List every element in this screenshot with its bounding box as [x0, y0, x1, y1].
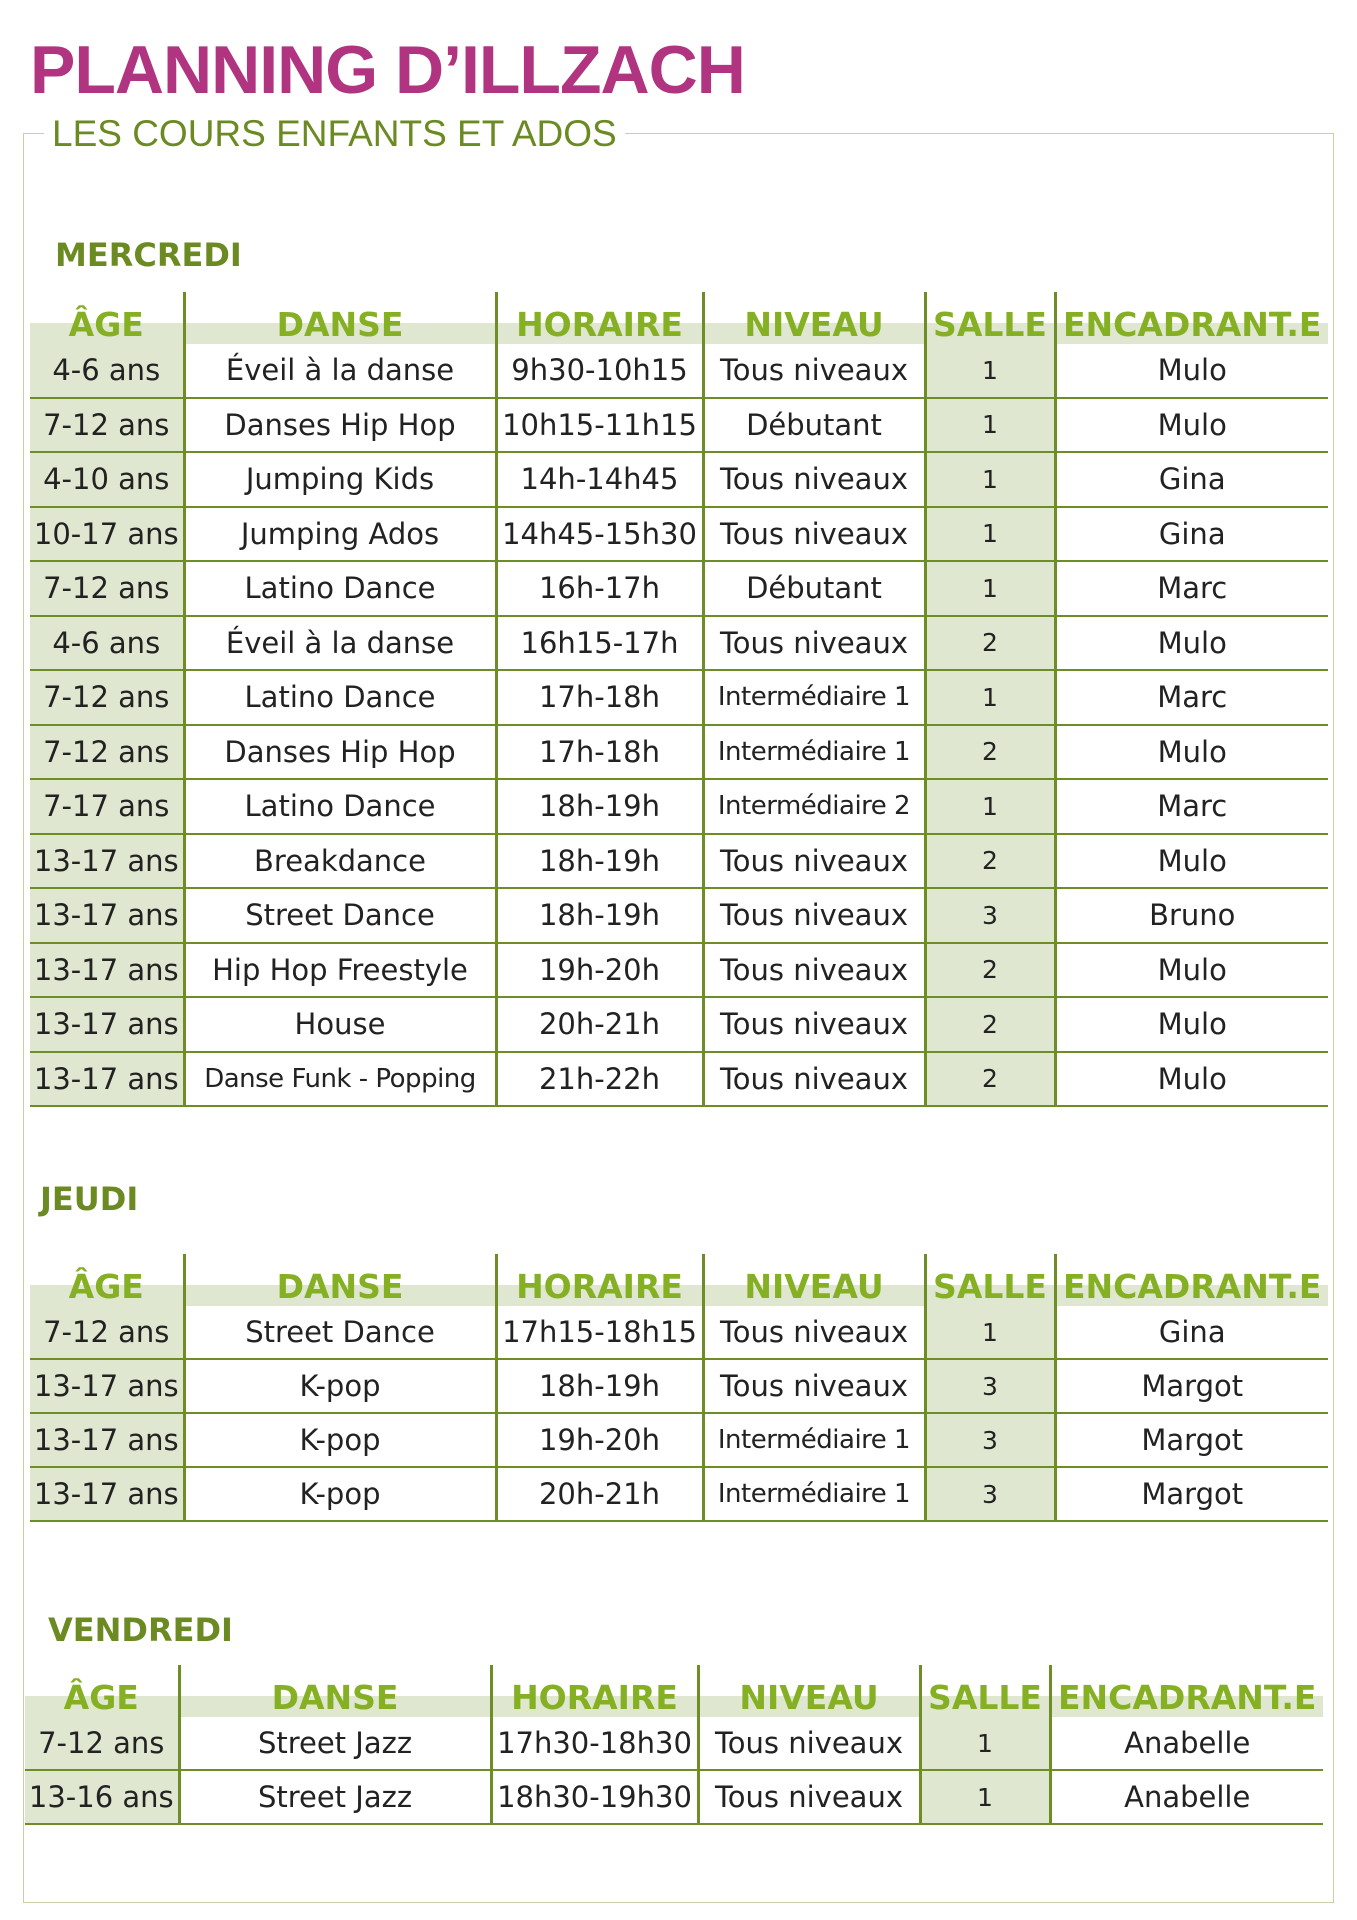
schedule-cell: 18h-19h: [496, 779, 703, 834]
column-header-dance: DANSE: [179, 1665, 491, 1717]
room-cell: 1: [925, 507, 1055, 562]
level-cell: Tous niveaux: [703, 1306, 925, 1359]
schedule-cell: 17h-18h: [496, 725, 703, 780]
dance-cell: Latino Dance: [184, 670, 496, 725]
age-cell: 7-17 ans: [30, 779, 184, 834]
age-cell: 10-17 ans: [30, 507, 184, 562]
schedule-cell: 19h-20h: [496, 1413, 703, 1467]
table-row: [30, 1467, 1328, 1521]
age-cell: 7-12 ans: [25, 1717, 179, 1770]
page-subtitle: LES COURS ENFANTS ET ADOS: [44, 110, 625, 158]
schedule-table: [25, 1665, 1323, 1825]
column-header-level: NIVEAU: [698, 1665, 920, 1717]
age-cell: 13-17 ans: [30, 1467, 184, 1521]
dance-cell: Street Dance: [184, 1306, 496, 1359]
dance-cell: Latino Dance: [184, 779, 496, 834]
age-cell: 4-10 ans: [30, 452, 184, 507]
table-row: [30, 452, 1328, 507]
dance-cell: Danses Hip Hop: [184, 725, 496, 780]
instructor-cell: Gina: [1055, 452, 1328, 507]
schedule-cell: 16h-17h: [496, 561, 703, 616]
dance-cell: Breakdance: [184, 834, 496, 889]
column-header-age: ÂGE: [25, 1665, 179, 1717]
table-row: [30, 398, 1328, 453]
level-cell: Tous niveaux: [703, 888, 925, 943]
level-cell: Tous niveaux: [703, 344, 925, 398]
level-cell: Tous niveaux: [703, 616, 925, 671]
column-header-room: SALLE: [920, 1665, 1050, 1717]
table-row: [30, 1359, 1328, 1413]
room-cell: 1: [925, 670, 1055, 725]
age-cell: 7-12 ans: [30, 398, 184, 453]
age-cell: 13-16 ans: [25, 1770, 179, 1824]
instructor-cell: Anabelle: [1050, 1770, 1323, 1824]
room-cell: 1: [925, 452, 1055, 507]
dance-cell: Street Jazz: [179, 1770, 491, 1824]
level-cell: Intermédiaire 1: [703, 1467, 925, 1521]
column-header-room: SALLE: [925, 1254, 1055, 1306]
room-cell: 3: [925, 1413, 1055, 1467]
level-cell: Tous niveaux: [703, 1359, 925, 1413]
age-cell: 7-12 ans: [30, 670, 184, 725]
age-cell: 13-17 ans: [30, 1052, 184, 1107]
age-cell: 7-12 ans: [30, 725, 184, 780]
instructor-cell: Anabelle: [1050, 1717, 1323, 1770]
table-row: [25, 1770, 1323, 1824]
schedule-cell: 19h-20h: [496, 943, 703, 998]
column-header-schedule: HORAIRE: [496, 1254, 703, 1306]
dance-cell: House: [184, 997, 496, 1052]
table-row: [30, 616, 1328, 671]
age-cell: 7-12 ans: [30, 561, 184, 616]
instructor-cell: Mulo: [1055, 834, 1328, 889]
instructor-cell: Mulo: [1055, 398, 1328, 453]
day-heading: JEUDI: [40, 1180, 139, 1218]
table-row: [30, 834, 1328, 889]
dance-cell: Danse Funk - Popping: [184, 1052, 496, 1107]
level-cell: Tous niveaux: [703, 452, 925, 507]
dance-cell: K-pop: [184, 1413, 496, 1467]
age-cell: 7-12 ans: [30, 1306, 184, 1359]
age-cell: 13-17 ans: [30, 1359, 184, 1413]
instructor-cell: Margot: [1055, 1467, 1328, 1521]
room-cell: 1: [920, 1770, 1050, 1824]
table-row: [30, 997, 1328, 1052]
table-row: [30, 1413, 1328, 1467]
age-cell: 13-17 ans: [30, 1413, 184, 1467]
column-header-age: ÂGE: [30, 1254, 184, 1306]
dance-cell: Éveil à la danse: [184, 616, 496, 671]
column-header-age: ÂGE: [30, 292, 184, 344]
level-cell: Intermédiaire 2: [703, 779, 925, 834]
table-row: [30, 1306, 1328, 1359]
instructor-cell: Mulo: [1055, 616, 1328, 671]
level-cell: Tous niveaux: [698, 1717, 920, 1770]
room-cell: 2: [925, 616, 1055, 671]
room-cell: 2: [925, 725, 1055, 780]
table-row: [30, 344, 1328, 398]
instructor-cell: Gina: [1055, 507, 1328, 562]
dance-cell: Danses Hip Hop: [184, 398, 496, 453]
room-cell: 2: [925, 1052, 1055, 1107]
column-header-schedule: HORAIRE: [491, 1665, 698, 1717]
table-row: [30, 779, 1328, 834]
instructor-cell: Mulo: [1055, 725, 1328, 780]
dance-cell: Street Dance: [184, 888, 496, 943]
schedule-cell: 16h15-17h: [496, 616, 703, 671]
schedule-cell: 17h15-18h15: [496, 1306, 703, 1359]
schedule-cell: 9h30-10h15: [496, 344, 703, 398]
column-header-instructor: ENCADRANT.E: [1055, 292, 1328, 344]
instructor-cell: Marc: [1055, 561, 1328, 616]
age-cell: 13-17 ans: [30, 997, 184, 1052]
schedule-cell: 20h-21h: [496, 997, 703, 1052]
schedule-cell: 10h15-11h15: [496, 398, 703, 453]
column-header-instructor: ENCADRANT.E: [1050, 1665, 1323, 1717]
table-row: [30, 561, 1328, 616]
table-row: [30, 670, 1328, 725]
level-cell: Tous niveaux: [698, 1770, 920, 1824]
level-cell: Débutant: [703, 398, 925, 453]
schedule-cell: 18h-19h: [496, 1359, 703, 1413]
dance-cell: Jumping Ados: [184, 507, 496, 562]
table-row: [30, 1052, 1328, 1107]
instructor-cell: Mulo: [1055, 997, 1328, 1052]
room-cell: 3: [925, 1359, 1055, 1413]
schedule-cell: 20h-21h: [496, 1467, 703, 1521]
age-cell: 13-17 ans: [30, 943, 184, 998]
table-row: [30, 725, 1328, 780]
column-header-room: SALLE: [925, 292, 1055, 344]
schedule-cell: 18h-19h: [496, 888, 703, 943]
age-cell: 4-6 ans: [30, 616, 184, 671]
table-row: [30, 888, 1328, 943]
instructor-cell: Marc: [1055, 779, 1328, 834]
schedule-cell: 14h-14h45: [496, 452, 703, 507]
room-cell: 1: [920, 1717, 1050, 1770]
day-heading: VENDREDI: [48, 1611, 233, 1649]
dance-cell: Latino Dance: [184, 561, 496, 616]
level-cell: Intermédiaire 1: [703, 725, 925, 780]
level-cell: Intermédiaire 1: [703, 670, 925, 725]
dance-cell: K-pop: [184, 1359, 496, 1413]
table-row: [30, 943, 1328, 998]
schedule-cell: 17h30-18h30: [491, 1717, 698, 1770]
age-cell: 13-17 ans: [30, 834, 184, 889]
schedule-cell: 21h-22h: [496, 1052, 703, 1107]
level-cell: Tous niveaux: [703, 507, 925, 562]
instructor-cell: Mulo: [1055, 344, 1328, 398]
room-cell: 1: [925, 779, 1055, 834]
room-cell: 2: [925, 834, 1055, 889]
room-cell: 2: [925, 943, 1055, 998]
level-cell: Tous niveaux: [703, 943, 925, 998]
level-cell: Débutant: [703, 561, 925, 616]
room-cell: 2: [925, 997, 1055, 1052]
age-cell: 4-6 ans: [30, 344, 184, 398]
column-header-instructor: ENCADRANT.E: [1055, 1254, 1328, 1306]
room-cell: 1: [925, 344, 1055, 398]
page-title: PLANNING D’ILLZACH: [30, 32, 745, 108]
table-row: [30, 507, 1328, 562]
table-row: [25, 1717, 1323, 1770]
age-cell: 13-17 ans: [30, 888, 184, 943]
level-cell: Tous niveaux: [703, 834, 925, 889]
schedule-cell: 14h45-15h30: [496, 507, 703, 562]
column-header-dance: DANSE: [184, 292, 496, 344]
instructor-cell: Bruno: [1055, 888, 1328, 943]
dance-cell: Éveil à la danse: [184, 344, 496, 398]
schedule-table: [30, 1254, 1328, 1522]
room-cell: 3: [925, 888, 1055, 943]
column-header-schedule: HORAIRE: [496, 292, 703, 344]
schedule-table: [30, 292, 1328, 1107]
schedule-cell: 17h-18h: [496, 670, 703, 725]
column-header-level: NIVEAU: [703, 292, 925, 344]
schedule-cell: 18h30-19h30: [491, 1770, 698, 1824]
room-cell: 1: [925, 1306, 1055, 1359]
level-cell: Tous niveaux: [703, 997, 925, 1052]
dance-cell: Jumping Kids: [184, 452, 496, 507]
level-cell: Intermédiaire 1: [703, 1413, 925, 1467]
room-cell: 3: [925, 1467, 1055, 1521]
day-heading: MERCREDI: [55, 236, 242, 274]
column-header-dance: DANSE: [184, 1254, 496, 1306]
schedule-cell: 18h-19h: [496, 834, 703, 889]
dance-cell: Street Jazz: [179, 1717, 491, 1770]
room-cell: 1: [925, 561, 1055, 616]
instructor-cell: Margot: [1055, 1359, 1328, 1413]
instructor-cell: Mulo: [1055, 943, 1328, 998]
instructor-cell: Gina: [1055, 1306, 1328, 1359]
column-header-level: NIVEAU: [703, 1254, 925, 1306]
room-cell: 1: [925, 398, 1055, 453]
instructor-cell: Mulo: [1055, 1052, 1328, 1107]
dance-cell: Hip Hop Freestyle: [184, 943, 496, 998]
instructor-cell: Marc: [1055, 670, 1328, 725]
dance-cell: K-pop: [184, 1467, 496, 1521]
level-cell: Tous niveaux: [703, 1052, 925, 1107]
instructor-cell: Margot: [1055, 1413, 1328, 1467]
